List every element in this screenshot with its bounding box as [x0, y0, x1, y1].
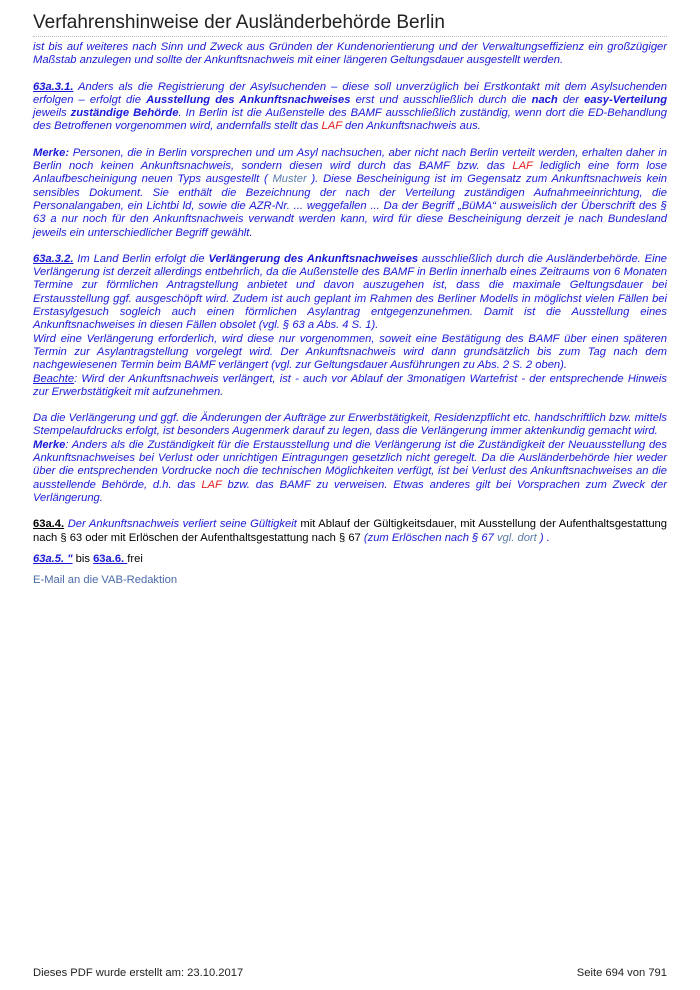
section-link-63a-3-2[interactable]: 63a.3.2. [33, 252, 74, 265]
section-link-63a-5[interactable]: 63a.5. " [33, 552, 73, 565]
paragraph-merke-2: Merke: Anders als die Zuständigkeit für die Erstausstellung und die Verlängerung ist die Zuständigkeit der Neuausstellung des Ankunftsnachweises bei Verlust oder unrichtigen Eintragungen gesetzlich nicht geregelt. Da die Ausländerbehörde hier weder über die entsprechenden Vordrucke noch die technischen Möglichkeiten verfügt, ist bei Verlust des Ankunftsnachweises an die ausstellende Behörde, d.h. das LAF bzw. das BAMF zu verweisen. Etwas anderes gilt bei Vorsprachen zum Zweck der Verlängerung. [33, 438, 667, 504]
paragraph-63a-3-1: 63a.3.1. Anders als die Registrierung der Asylsuchenden – diese soll unverzüglich bei Erstkontakt mit dem Asylsuchenden erfolgen – erfolgt die Ausstellung des Ankunftsnachweises erst und ausschließlich durch die nach der easy-Verteilung jeweils zuständige Behörde. In Berlin ist die Außenstelle des BAMF ausschließlich zuständig, wenn dort die ED-Behandlung des Betroffenen vorgenommen wird, andernfalls stellt das LAF den Ankunftsnachweis aus. [33, 80, 668, 133]
page-title: Verfahrenshinweise der Ausländerbehörde Berlin [33, 12, 445, 33]
paragraph-merke-1: Merke: Personen, die in Berlin vorsprechen und um Asyl nachsuchen, aber nicht nach Berlin verteilt werden, erhalten daher in Berlin noch keinen Ankunftsnachweis, sondern diesen wird durch das BAMF bzw. das LAF lediglich eine form lose Anlaufbescheinigung neuen Typs ausgestellt ( Muster ). Diese Bescheinigung ist im Gegensatz zum Ankunftsnachweis kein sensibles Dokument. Sie enthält die Bezeichnung der nach der Verteilung zuständigen Aufnahmeeinrichtung, die Personalangaben, ein Lichtbi ld, sowie die AZR-Nr. ... weggefallen ... Da der Begriff „BüMA“ ausweislich der Überschrift des § 63 a nur noch für den Ankunftsnachweis verwandt werden kann, wird für diese Bescheinigung derzeit je nach Bundesland jeweils ein unterschiedlicher Begriff gewählt. [33, 146, 667, 239]
paragraph-frei: 63a.5. " bis 63a.6. frei [33, 552, 143, 565]
paragraph-continuation: ist bis auf weiteres nach Sinn und Zweck aus Gründen der Kundenorientierung und der Verwaltungseffizienz ein großzügiger Maßstab anzulegen und sollte der Ankunftsnachweis mit einer längeren Geltungsdauer ausgestellt werden. [33, 41, 667, 67]
document-body [33, 41, 667, 587]
beachte-label: Beachte [33, 372, 75, 385]
paragraph-aktenkundig: Da die Verlängerung und ggf. die Änderungen der Aufträge zur Erwerbstätigkeit, Residenzpflicht etc. handschriftlich bzw. mittels Stempelaufdrucks erfolgt, ist besonders Augenmerk darauf zu legen, dass die Verlängerung immer aktenkundig gemacht wird. [33, 412, 667, 438]
title-divider [33, 36, 667, 37]
laf-mention: LAF [321, 120, 342, 133]
paragraph-63a-3-2: 63a.3.2. Im Land Berlin erfolgt die Verlängerung des Ankunftsnachweises ausschließlich durch die Ausländerbehörde. Eine Verlängerung ist derzeit allerdings entbehrlich, da die Außenstelle des BAMF in Berlin innerhalb eines Zeitraums von 6 Monaten Termine zur förmlichen Antragstellung anbietet und davon auszugehen ist, dass die maximale Geltungsdauer bei Erstausstellung ggf. ausgeschöpft wird. Zudem ist auch geplant im Rahmen des Berliner Modells in möglichst vielen Fällen bei Erstasylgesuch sogleich auch einen förmlichen Asylantrag entgegenzunehmen. Damit ist die Ausstellung eines Ankunftsnachweises in diesen Fällen obsolet (vgl. § 63 a Abs. 4 S. 1). [33, 252, 668, 332]
paragraph-beachte: Beachte: Wird der Ankunftsnachweis verlängert, ist - auch vor Ablauf der 3monatigen Wartefrist - der entsprechende Hinweis zur Erwerbstätigkeit mit aufzunehmen. [33, 372, 667, 398]
muster-link[interactable]: Muster [272, 173, 307, 186]
footer-page-number: Seite 694 von 791 [576, 967, 667, 979]
vgl-dort-link[interactable]: vgl. dort [496, 531, 537, 544]
merke-label: Merke [33, 438, 66, 451]
merke-label: Merke: [33, 146, 70, 159]
section-link-63a-6[interactable]: 63a.6. [93, 552, 128, 565]
section-link-63a-4[interactable]: 63a.4. [33, 518, 65, 531]
section-link-63a-3-1[interactable]: 63a.3.1. [33, 80, 74, 93]
paragraph-63a-4: 63a.4. Der Ankunftsnachweis verliert seine Gültigkeit mit Ablauf der Gültigkeitsdauer, mit Ausstellung der Aufenthaltsgestattung nach § 63 oder mit Erlöschen der Aufenthaltsgestattung nach § 67 (zum Erlöschen nach § 67 vgl. dort ) . [33, 518, 667, 544]
paragraph-verlaengerung: Wird eine Verlängerung erforderlich, wird diese nur vorgenommen, soweit eine Bestätigung des BAMF über einen späteren Termin zur Asylantragstellung vorgelegt wird. Der Ankunftsnachweis wird dann grundsätzlich bis zum Tag nach dem nachgewiesenen Termin beim BAMF verlängert (vgl. zur Geltungsdauer Ausführungen zu Abs. 2 S. 2 oben). [33, 332, 667, 372]
footer-created-date: Dieses PDF wurde erstellt am: 23.10.2017 [33, 967, 244, 979]
laf-mention: LAF [201, 478, 222, 491]
email-editor-link[interactable]: E-Mail an die VAB-Redaktion [33, 574, 178, 587]
laf-mention: LAF [512, 160, 533, 173]
